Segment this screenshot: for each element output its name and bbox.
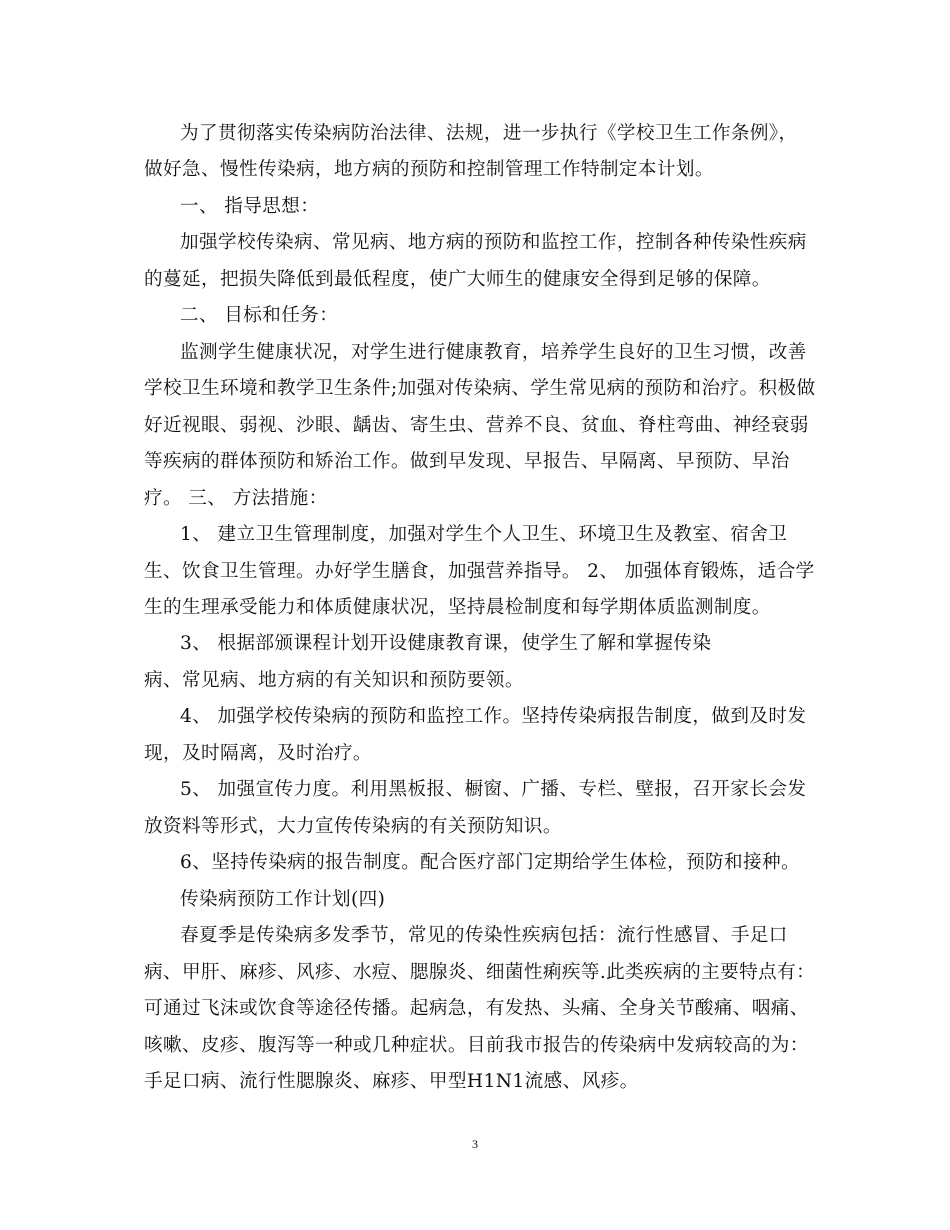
- text-line: 病、常见病、地方病的有关知识和预防要领。: [144, 670, 524, 691]
- text-line: 5、 加强宣传力度。利用黑板报、橱窗、广播、专栏、壁报，召开家长会发: [180, 779, 807, 800]
- text-line: 咳嗽、皮疹、腹泻等一种或几种症状。目前我市报告的传染病中发病较高的为：: [144, 1035, 809, 1056]
- text-line: 病、甲肝、麻疹、风疹、水痘、腮腺炎、细菌性痢疾等.此类疾病的主要特点有：: [144, 962, 816, 983]
- page-number: 3: [472, 1137, 478, 1151]
- section-heading: 传染病预防工作计划(四): [180, 889, 386, 910]
- text-line: 生、饮食卫生管理。办好学生膳食，加强营养指导。 2、 加强体育锻炼，适合学: [144, 561, 815, 582]
- text-line: 等疾病的群体预防和矫治工作。做到早发现、早报告、早隔离、早预防、早治: [144, 451, 790, 472]
- text-line: 好近视眼、弱视、沙眼、龋齿、寄生虫、营养不良、贫血、脊柱弯曲、神经衰弱: [144, 415, 809, 436]
- section-heading: 二、 目标和任务：: [180, 305, 339, 326]
- text-line: 手足口病、流行性腮腺炎、麻疹、甲型H1N1流感、风疹。: [144, 1071, 639, 1092]
- text-line: 4、 加强学校传染病的预防和监控工作。坚持传染病报告制度，做到及时发: [180, 706, 807, 727]
- text-line: 放资料等形式，大力宣传传染病的有关预防知识。: [144, 816, 562, 837]
- text-line: 加强学校传染病、常见病、地方病的预防和监控工作，控制各种传染性疾病: [180, 232, 807, 253]
- text-line: 1、 建立卫生管理制度，加强对学生个人卫生、环境卫生及教室、宿舍卫: [180, 524, 788, 545]
- text-line: 可通过飞沫或饮食等途径传播。起病急，有发热、头痛、全身关节酸痛、咽痛、: [144, 998, 809, 1019]
- section-heading: 一、 指导思想：: [180, 196, 320, 217]
- text-line: 为了贯彻落实传染病防治法律、法规，进一步执行《学校卫生工作条例》，: [180, 123, 798, 144]
- text-line: 生的生理承受能力和体质健康状况，坚持晨检制度和每学期体质监测制度。: [144, 597, 771, 618]
- text-line: 疗。 三、 方法措施：: [144, 488, 328, 509]
- text-line: 学校卫生环境和教学卫生条件;加强对传染病、学生常见病的预防和治疗。积极做: [144, 378, 816, 399]
- text-line: 春夏季是传染病多发季节，常见的传染性疾病包括：流行性感冒、手足口: [180, 925, 788, 946]
- text-line: 3、 根据部颁课程计划开设健康教育课，使学生了解和掌握传染: [180, 633, 712, 654]
- text-line: 的蔓延，把损失降低到最低程度，使广大师生的健康安全得到足够的保障。: [144, 269, 771, 290]
- text-line: 监测学生健康状况，对学生进行健康教育，培养学生良好的卫生习惯，改善: [180, 342, 807, 363]
- text-line: 6、坚持传染病的报告制度。配合医疗部门定期给学生体检，预防和接种。: [180, 852, 801, 873]
- text-line: 现，及时隔离，及时治疗。: [144, 743, 372, 764]
- text-line: 做好急、慢性传染病，地方病的预防和控制管理工作特制定本计划。: [144, 159, 714, 180]
